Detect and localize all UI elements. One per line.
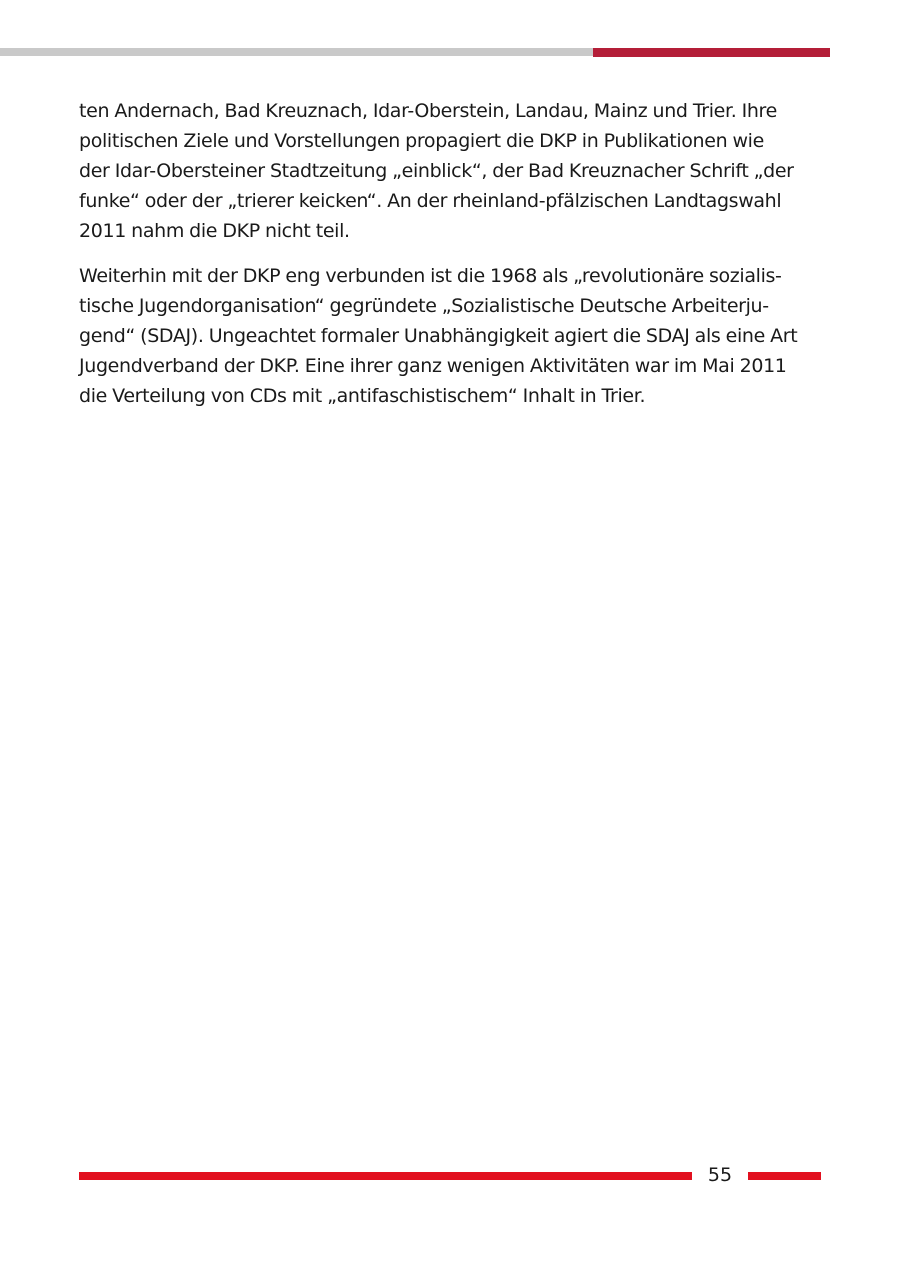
footer-divider-left: [79, 1172, 692, 1180]
paragraph-2: Weiterhin mit der DKP eng verbunden ist die 1968 als „revolutionäre sozialis- tische Jugendorganisation“ gegründete „Sozialistische Deutsche Arbeiterju- gend“ (SDAJ). Ungeachtet formaler Unabhängigkeit agiert die SDAJ als eine Art Jugendverband der DKP. Eine ihrer ganz wenigen Aktivitäten war im Mai 2011 die Verteilung von CDs mit „antifaschistischem“ Inhalt in Trier.: [79, 265, 798, 407]
body-text: [79, 96, 819, 426]
paragraph-1: ten Andernach, Bad Kreuznach, Idar-Oberstein, Landau, Mainz und Trier. Ihre politischen Ziele und Vorstellungen propagiert die DKP in Publikationen wie der Idar-Obersteiner Stadtzeitung „einblick“, der Bad Kreuznacher Schrift „der funke“ oder der „trierer keicken“. An der rheinland-pfälzischen Landtagswahl 2011 nahm die DKP nicht teil.: [79, 100, 794, 242]
header-divider-gray: [0, 48, 593, 56]
footer-divider-right: [748, 1172, 821, 1180]
header-divider-accent: [593, 48, 830, 57]
page-number: 55: [707, 1164, 733, 1186]
